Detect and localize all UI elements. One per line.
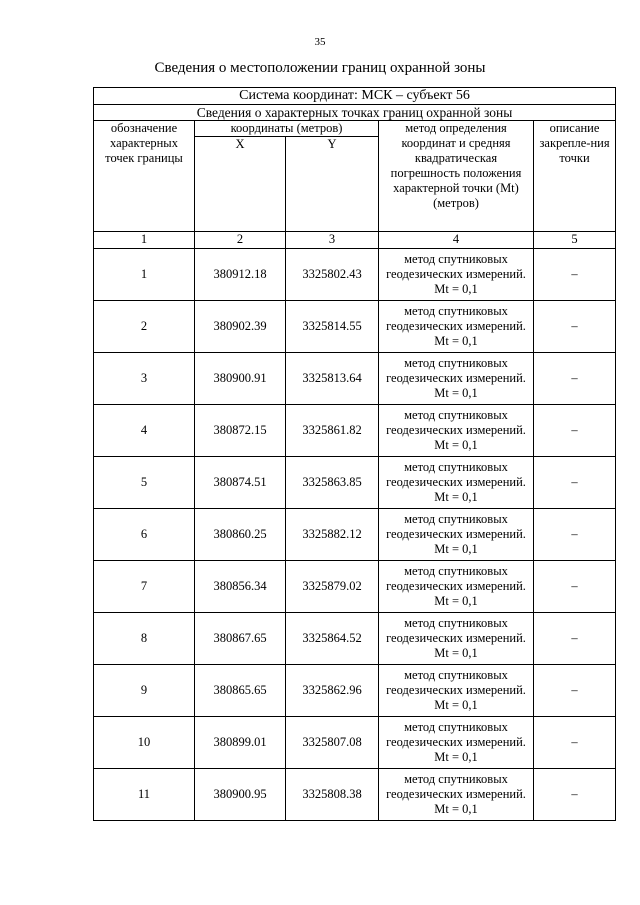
point-number: 11 (94, 769, 195, 821)
coordinate-x: 380900.95 (195, 769, 286, 821)
column-number: 3 (286, 232, 379, 249)
point-number: 7 (94, 561, 195, 613)
coordinate-x: 380902.39 (195, 301, 286, 353)
table-row (94, 613, 616, 665)
method-text: метод спутниковых геодезических измерений. Mt = 0,1 (379, 457, 534, 509)
coordinate-x: 380856.34 (195, 561, 286, 613)
page-number: 35 (314, 36, 326, 48)
header-method: метод определения координат и средняя квадратическая погрешность положения характерной точки (Mt) (метров) (379, 121, 534, 232)
method-text: метод спутниковых геодезических измерений. Mt = 0,1 (379, 717, 534, 769)
section-header: Сведения о характерных точках границ охранной зоны (94, 105, 616, 121)
coordinate-system-header: Система координат: МСК – субъект 56 (94, 88, 616, 105)
fixing-description: – (534, 561, 616, 613)
table-row (94, 353, 616, 405)
header-coordinates: координаты (метров) (195, 121, 379, 137)
coordinate-y: 3325862.96 (286, 665, 379, 717)
coordinate-x: 380899.01 (195, 717, 286, 769)
fixing-description: – (534, 405, 616, 457)
fixing-description: – (534, 249, 616, 301)
document-title: Сведения о местоположении границ охранной зоны (154, 60, 486, 76)
fixing-description: – (534, 353, 616, 405)
point-number: 10 (94, 717, 195, 769)
method-text: метод спутниковых геодезических измерений. Mt = 0,1 (379, 509, 534, 561)
point-number: 6 (94, 509, 195, 561)
point-number: 3 (94, 353, 195, 405)
header-x: X (195, 137, 286, 232)
point-number: 2 (94, 301, 195, 353)
table-row (94, 249, 616, 301)
table-row (94, 301, 616, 353)
coordinate-y: 3325808.38 (286, 769, 379, 821)
point-number: 1 (94, 249, 195, 301)
coordinate-x: 380865.65 (195, 665, 286, 717)
header-y: Y (286, 137, 379, 232)
column-number: 5 (534, 232, 616, 249)
coordinate-y: 3325863.85 (286, 457, 379, 509)
coordinate-y: 3325861.82 (286, 405, 379, 457)
coordinate-y: 3325882.12 (286, 509, 379, 561)
fixing-description: – (534, 769, 616, 821)
coordinate-x: 380872.15 (195, 405, 286, 457)
fixing-description: – (534, 509, 616, 561)
fixing-description: – (534, 457, 616, 509)
table-row (94, 717, 616, 769)
column-number: 4 (379, 232, 534, 249)
coordinate-y: 3325807.08 (286, 717, 379, 769)
fixing-description: – (534, 301, 616, 353)
coordinate-y: 3325814.55 (286, 301, 379, 353)
table-row (94, 561, 616, 613)
table-row (94, 405, 616, 457)
coordinate-y: 3325864.52 (286, 613, 379, 665)
point-number: 5 (94, 457, 195, 509)
coordinate-x: 380860.25 (195, 509, 286, 561)
fixing-description: – (534, 613, 616, 665)
table-row (94, 665, 616, 717)
method-text: метод спутниковых геодезических измерений. Mt = 0,1 (379, 561, 534, 613)
method-text: метод спутниковых геодезических измерений. Mt = 0,1 (379, 353, 534, 405)
coordinate-x: 380867.65 (195, 613, 286, 665)
coordinate-x: 380874.51 (195, 457, 286, 509)
point-number: 8 (94, 613, 195, 665)
column-number: 2 (195, 232, 286, 249)
method-text: метод спутниковых геодезических измерений. Mt = 0,1 (379, 613, 534, 665)
point-number: 4 (94, 405, 195, 457)
method-text: метод спутниковых геодезических измерений. Mt = 0,1 (379, 249, 534, 301)
table-row (94, 457, 616, 509)
coordinate-y: 3325813.64 (286, 353, 379, 405)
header-designation: обозначение характерных точек границы (94, 121, 195, 232)
fixing-description: – (534, 665, 616, 717)
column-number: 1 (94, 232, 195, 249)
header-description: описание закрепле-ния точки (534, 121, 616, 232)
coordinate-y: 3325879.02 (286, 561, 379, 613)
boundary-points-table (93, 87, 616, 821)
table-row (94, 509, 616, 561)
method-text: метод спутниковых геодезических измерений. Mt = 0,1 (379, 405, 534, 457)
coordinate-x: 380900.91 (195, 353, 286, 405)
method-text: метод спутниковых геодезических измерений. Mt = 0,1 (379, 665, 534, 717)
coordinate-x: 380912.18 (195, 249, 286, 301)
method-text: метод спутниковых геодезических измерений. Mt = 0,1 (379, 769, 534, 821)
coordinate-y: 3325802.43 (286, 249, 379, 301)
method-text: метод спутниковых геодезических измерений. Mt = 0,1 (379, 301, 534, 353)
table-row (94, 769, 616, 821)
fixing-description: – (534, 717, 616, 769)
point-number: 9 (94, 665, 195, 717)
